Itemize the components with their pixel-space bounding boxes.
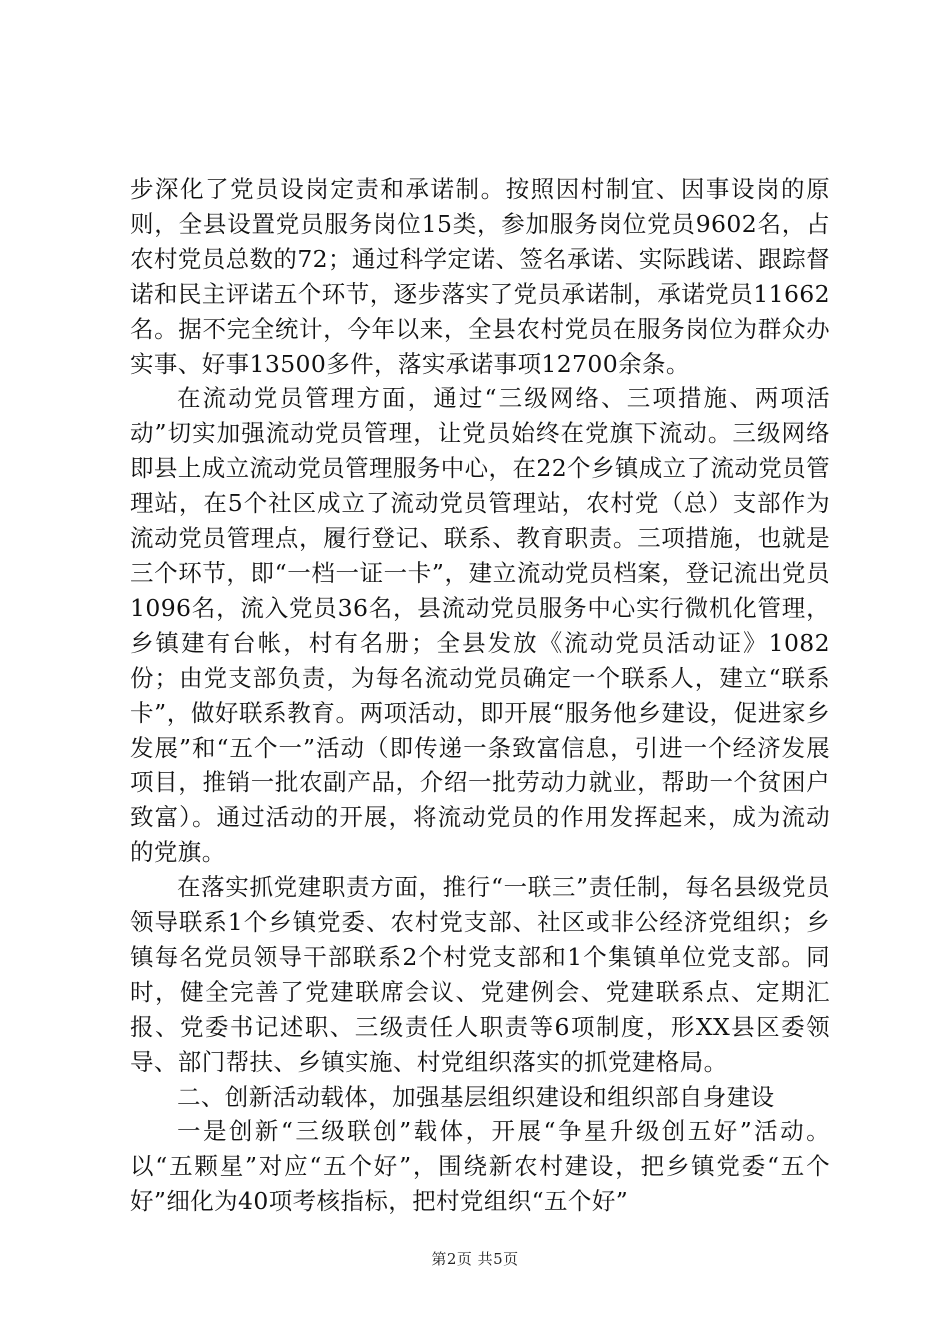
page-number-footer: 第2页 共5页 [431, 1250, 519, 1268]
paragraph-continuation: 步深化了党员设岗定责和承诺制。按照因村制宜、因事设岗的原则，全县设置党员服务岗位15类，参加服务岗位党员9602名，占农村党员总数的72；通过科学定诺、签名承诺、实际践诺、跟踪督诺和民主评诺五个环节，逐步落实了党员承诺制，承诺党员11662名。据不完全统计，今年以来，全县农村党员在服务岗位为群众办实事、好事13500多件，落实承诺事项12700余条。 [130, 175, 830, 378]
paragraph-mobile-party-members: 在流动党员管理方面，通过“三级网络、三项措施、两项活动”切实加强流动党员管理，让党员始终在党旗下流动。三级网络即县上成立流动党员管理服务中心，在22个乡镇成立了流动党员管理站，在5个社区成立了流动党员管理站，农村党（总）支部作为流动党员管理点，履行登记、联系、教育职责。三项措施，也就是三个环节，即“一档一证一卡”，建立流动党员档案，登记流出党员1096名，流入党员36名，县流动党员服务中心实行微机化管理，乡镇建有台帐，村有名册；全县发放《流动党员活动证》1082份；由党支部负责，为每名流动党员确定一个联系人，建立“联系卡”，做好联系教育。两项活动，即开展“服务他乡建设，促进家乡发展”和“五个一”活动（即传递一条致富信息，引进一个经济发展项目，推销一批农副产品，介绍一批劳动力就业，帮助一个贫困户致富）。通过活动的开展，将流动党员的作用发挥起来，成为流动的党旗。 [130, 384, 830, 867]
document-body [130, 172, 830, 1219]
paragraph-three-level-creation: 一是创新“三级联创”载体，开展“争星升级创五好”活动。以“五颗星”对应“五个好”，围绕新农村建设，把乡镇党委“五个好”细化为40项考核指标，把村党组织“五个好” [130, 1117, 830, 1216]
section-heading-two: 二、创新活动载体，加强基层组织建设和组织部自身建设 [177, 1082, 775, 1111]
paragraph-party-building-duties: 在落实抓党建职责方面，推行“一联三”责任制，每名县级党员领导联系1个乡镇党委、农村党支部、社区或非公经济党组织；乡镇每名党员领导干部联系2个村党支部和1个集镇单位党支部。同时，健全完善了党建联席会议、党建例会、党建联系点、定期汇报、党委书记述职、三级责任人职责等6项制度，形XX县区委领导、部门帮扶、乡镇实施、村党组织落实的抓党建格局。 [130, 873, 830, 1076]
